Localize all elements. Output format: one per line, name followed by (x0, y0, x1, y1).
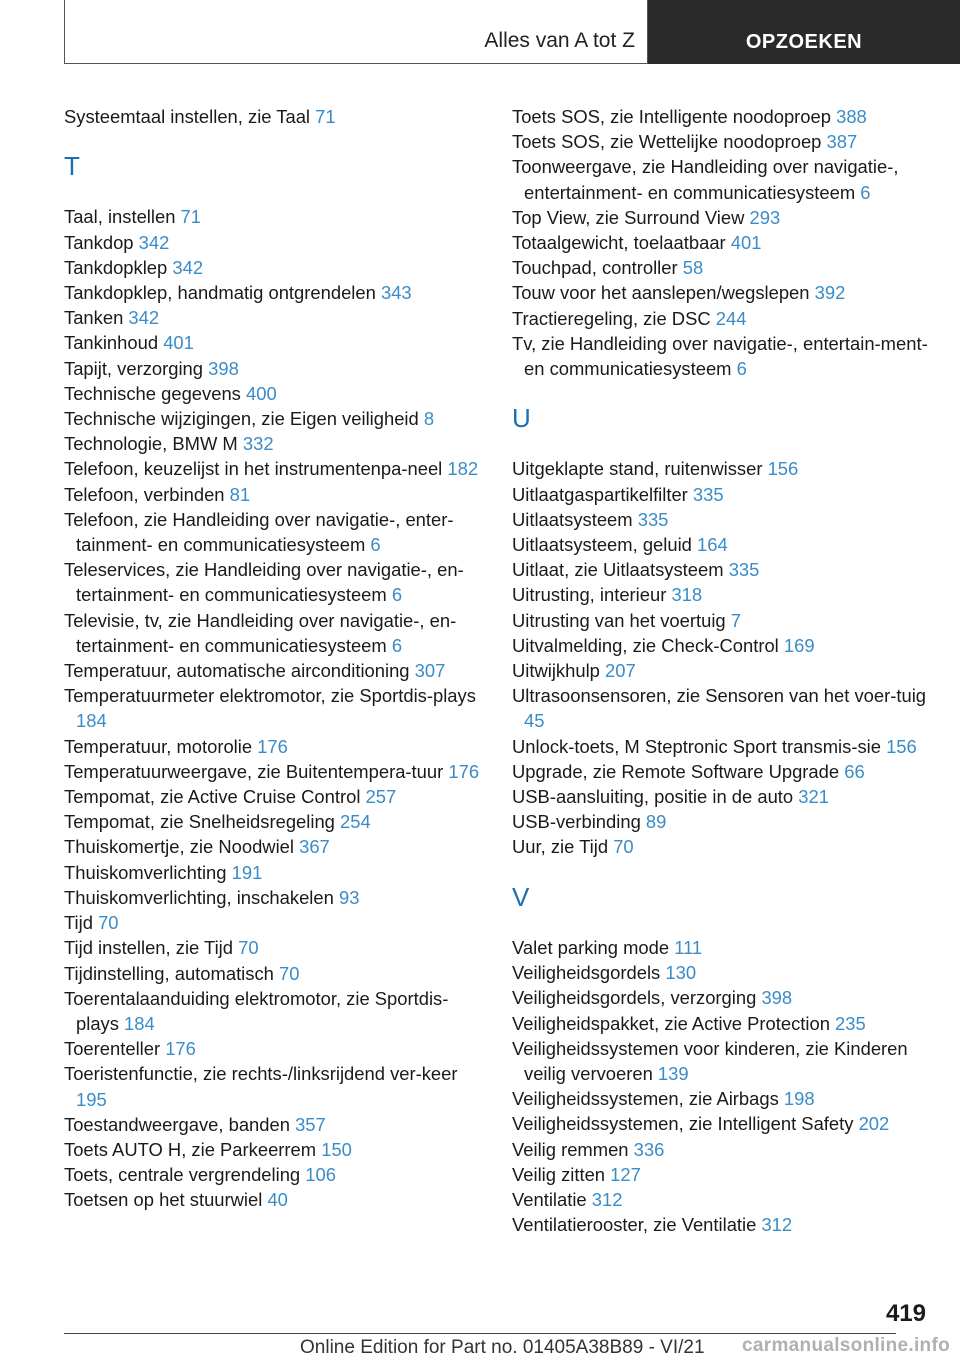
index-entry (512, 280, 932, 305)
page-link[interactable]: 312 (761, 1214, 793, 1236)
index-entry-text: Tijd (64, 912, 99, 934)
index-entry (64, 255, 484, 280)
index-entry-text: Technische gegevens (64, 382, 246, 404)
page-link[interactable]: 332 (242, 433, 274, 455)
page-link[interactable]: 139 (657, 1062, 689, 1084)
index-entry-text: Technische wijzigingen, zie Eigen veiligheid (64, 408, 424, 430)
index-entry-text: Veiligheidssystemen voor kinderen, zie Kinderen veilig vervoeren (512, 1037, 908, 1084)
page-link[interactable]: 191 (231, 861, 263, 883)
index-entry (64, 1162, 484, 1187)
index-entry (512, 1111, 932, 1136)
index-entry (64, 759, 484, 784)
index-entry-text: Temperatuur, automatische airconditioning (64, 660, 415, 682)
index-entry (64, 658, 484, 683)
index-entry (512, 507, 932, 532)
page-link[interactable]: 111 (674, 936, 703, 958)
page-link[interactable]: 8 (423, 408, 435, 430)
page-link[interactable]: 244 (715, 307, 747, 329)
index-entry-text: Ultrasoonsensoren, zie Sensoren van het voer-tuig (512, 685, 927, 707)
page-link[interactable]: 342 (172, 256, 204, 278)
page-link[interactable]: 130 (665, 962, 697, 984)
page-link[interactable]: 6 (736, 358, 747, 380)
index-entry-text: Uitvalmelding, zie Check-Control (512, 634, 784, 656)
index-entry (64, 356, 484, 381)
index-entry-text: Teleservices, zie Handleiding over navigatie-, en-tertainment- en communicatiesysteem (64, 559, 464, 606)
page-link[interactable]: 150 (321, 1138, 352, 1160)
page-link[interactable]: 156 (767, 458, 799, 480)
index-entry-text: Ventilatierooster, zie Ventilatie (512, 1214, 762, 1236)
index-entry-text: Uitlaatsysteem (512, 508, 638, 530)
page-link[interactable]: 182 (447, 458, 479, 480)
index-entry-text: Uitwijkhulp (512, 660, 606, 682)
page-link[interactable]: 169 (783, 634, 815, 656)
page-link[interactable]: 367 (299, 836, 330, 858)
index-entry-text: Uur, zie Tijd (512, 836, 614, 858)
index-entry (512, 658, 932, 683)
page-link[interactable]: 70 (613, 836, 634, 858)
index-entry-text: Tankdopklep (64, 256, 173, 278)
page-link[interactable]: 335 (637, 508, 669, 530)
index-entry (64, 608, 484, 658)
index-entry-text: Totaalgewicht, toelaatbaar (512, 232, 731, 254)
index-entry (64, 1137, 484, 1162)
index-entry-text: Tempomat, zie Active Cruise Control (64, 786, 366, 808)
index-entry (64, 860, 484, 885)
index-entry-text: Touw voor het aanslepen/wegslepen (512, 282, 815, 304)
page-link[interactable]: 307 (414, 660, 446, 682)
watermark-logo: carmanualsonline.info (742, 1335, 950, 1356)
page-link[interactable]: 336 (633, 1138, 665, 1160)
page-link[interactable]: 6 (370, 534, 381, 556)
index-entry-text: Valet parking mode (512, 936, 675, 958)
page-link[interactable]: 89 (645, 811, 667, 833)
page-link[interactable]: 235 (835, 1012, 866, 1034)
index-entry (64, 280, 484, 305)
index-entry (512, 1162, 932, 1187)
index-entry (512, 834, 932, 859)
index-entry-text: Veiligheidsgordels, verzorging (512, 987, 762, 1009)
page-link[interactable]: 70 (238, 937, 259, 959)
index-entry-text: Toestandweergave, banden (64, 1113, 296, 1135)
index-entry-text: Temperatuur, motorolie (64, 735, 258, 757)
page-link[interactable]: 400 (245, 382, 277, 404)
index-entry-text: Tractieregeling, zie DSC (512, 307, 716, 329)
index-entry-text: Toeristenfunctie, zie rechts-/linksrijdend ver-keer (64, 1063, 458, 1085)
page-link[interactable]: 176 (165, 1038, 196, 1060)
opzoeken-tab[interactable]: OPZOEKEN (648, 0, 960, 64)
index-entry-text: Veiligheidssystemen, zie Airbags (512, 1088, 784, 1110)
index-entry (512, 331, 932, 381)
page-link[interactable]: 401 (730, 232, 762, 254)
index-entry (512, 759, 932, 784)
index-entry-text: Veilig zitten (512, 1163, 611, 1185)
index-entry-text: Telefoon, keuzelijst in het instrumentenpa-neel (64, 458, 448, 480)
index-entry (64, 834, 484, 859)
index-entry (512, 608, 932, 633)
index-entry (64, 507, 484, 557)
page-link[interactable]: 198 (783, 1088, 815, 1110)
page-link[interactable]: 207 (605, 660, 636, 682)
index-entry-text: Tv, zie Handleiding over navigatie-, entertain-ment- en communicatiesysteem (512, 332, 928, 380)
index-entry-text: Televisie, tv, zie Handleiding over navigatie-, en-tertainment- en communicatiesysteem (64, 609, 457, 656)
index-entry-text: Tankdop (64, 231, 139, 253)
page-link[interactable]: 106 (305, 1164, 336, 1186)
index-entry-text: USB-aansluiting, positie in de auto (512, 786, 799, 808)
index-column-left (64, 104, 484, 1213)
page-link[interactable]: 81 (229, 483, 251, 505)
index-entry (512, 809, 932, 834)
index-entry-text: Uitlaatgaspartikelfilter (512, 483, 693, 505)
index-entry (64, 1112, 484, 1137)
index-entry (64, 961, 484, 986)
page-link[interactable]: 156 (886, 735, 917, 757)
index-entry (512, 1212, 932, 1237)
page-link[interactable]: 398 (208, 357, 239, 379)
index-entry-text: Uitlaatsysteem, geluid (512, 534, 698, 556)
index-entry-text: Toonweergave, zie Handleiding over navigatie-, entertainment- en communicatiesysteem (512, 156, 899, 203)
index-entry-text: Uitrusting van het voertuig (512, 609, 731, 631)
index-entry-text: Toerentalaanduiding elektromotor, zie Sportdis-plays (64, 987, 449, 1034)
page-number: 419 (885, 1300, 926, 1327)
index-entry-text: Toets SOS, zie Wettelijke noodoproep (512, 131, 827, 153)
index-entry (64, 683, 484, 733)
index-entry-text: Uitlaat, zie Uitlaatsysteem (512, 559, 729, 581)
index-entry (512, 935, 932, 960)
index-entry-text: Veiligheidspakket, zie Active Protection (512, 1012, 836, 1034)
index-entry-text: Tijd instellen, zie Tijd (64, 937, 239, 959)
index-entry-text: Systeemtaal instellen, zie Taal (64, 106, 316, 127)
index-entry (64, 910, 484, 935)
index-entry (512, 582, 932, 607)
page-link[interactable]: 7 (730, 609, 741, 631)
index-entry (64, 406, 484, 431)
index-entry (64, 230, 484, 255)
index-entry (64, 1061, 484, 1111)
index-entry-text: Veilig remmen (512, 1138, 634, 1160)
index-entry (64, 204, 484, 229)
index-letter-heading: U (512, 403, 531, 434)
index-entry (512, 784, 932, 809)
index-entry (512, 557, 932, 582)
index-entry (512, 154, 932, 204)
index-entry (512, 960, 932, 985)
page-link[interactable]: 45 (524, 710, 545, 732)
index-entry (64, 381, 484, 406)
index-entry (512, 205, 932, 230)
page-link[interactable]: 71 (180, 206, 202, 228)
page-link[interactable]: 293 (749, 206, 781, 228)
index-entry-text: Uitrusting, interieur (512, 584, 672, 606)
index-entry-text: Tapijt, verzorging (64, 357, 209, 379)
page-link[interactable]: 342 (138, 231, 170, 253)
index-entry (512, 734, 932, 759)
page-header (64, 0, 960, 66)
index-entry-text: Tankinhoud (64, 332, 164, 354)
index-entry (64, 330, 484, 355)
index-letter-heading: T (64, 151, 80, 182)
edition-text: Online Edition for Part no. 01405A38B89 - VI/21 (300, 1337, 705, 1358)
index-entry-text: Toets, centrale vergrendeling (64, 1164, 306, 1186)
index-entry-text: Technologie, BMW M (64, 433, 243, 455)
index-entry-text: Toetsen op het stuurwiel (64, 1189, 268, 1211)
page-link[interactable]: 388 (836, 106, 867, 127)
page-link[interactable]: 343 (380, 282, 412, 304)
page-link[interactable]: 398 (761, 987, 793, 1009)
index-entry (512, 1036, 932, 1086)
page-link[interactable]: 93 (338, 886, 360, 908)
index-entry (512, 230, 932, 255)
index-entry (64, 986, 484, 1036)
index-entry (64, 885, 484, 910)
page-link[interactable]: 195 (76, 1088, 107, 1110)
index-entry (64, 784, 484, 809)
page-link[interactable]: 335 (728, 559, 760, 581)
index-entry (512, 129, 932, 154)
index-entry (64, 431, 484, 456)
page-link[interactable]: 401 (163, 332, 194, 354)
index-entry (512, 633, 932, 658)
index-entry (512, 1011, 932, 1036)
index-entry-text: Uitgeklapte stand, ruitenwisser (512, 458, 768, 480)
index-entry-text: Thuiskomverlichting, inschakelen (64, 886, 339, 908)
page-link[interactable]: 342 (128, 307, 160, 329)
index-entry (64, 809, 484, 834)
page-link[interactable]: 312 (591, 1188, 623, 1210)
page-link[interactable]: 257 (365, 786, 397, 808)
index-entry-text: Toets SOS, zie Intelligente noodoproep (512, 106, 837, 127)
index-entry-text: Unlock-toets, M Steptronic Sport transmis-sie (512, 735, 887, 757)
page-link[interactable]: 176 (448, 760, 480, 782)
page-link[interactable]: 387 (826, 131, 858, 153)
index-entry-text: Upgrade, zie Remote Software Upgrade (512, 760, 845, 782)
index-entry (64, 1036, 484, 1061)
index-column-right (512, 104, 932, 1237)
page-link[interactable]: 66 (844, 760, 865, 782)
page-link[interactable]: 392 (814, 282, 846, 304)
index-entry (64, 734, 484, 759)
index-entry (512, 532, 932, 557)
index-entry-text: USB-verbinding (512, 811, 646, 833)
page-link[interactable]: 71 (315, 106, 336, 127)
index-entry (64, 482, 484, 507)
page-link[interactable]: 58 (682, 257, 704, 279)
page-link[interactable]: 6 (391, 584, 403, 606)
page-link[interactable]: 70 (279, 962, 300, 984)
index-entry-text: Thuiskomertje, zie Noodwiel (64, 836, 300, 858)
page-link[interactable]: 318 (671, 584, 703, 606)
page-link[interactable]: 184 (76, 710, 107, 732)
page-link[interactable]: 164 (697, 534, 728, 556)
index-entry (512, 1086, 932, 1111)
index-entry-text: Taal, instellen (64, 206, 181, 228)
page-link[interactable]: 6 (860, 181, 871, 203)
index-entry-text: Touchpad, controller (512, 257, 683, 279)
index-entry-text: Toerenteller (64, 1038, 166, 1060)
index-entry-text: Telefoon, verbinden (64, 483, 230, 505)
index-entry-text: Tijdinstelling, automatisch (64, 962, 279, 984)
index-entry (512, 985, 932, 1010)
page-link[interactable]: 6 (391, 634, 403, 656)
index-letter-heading: V (512, 881, 530, 912)
page-link[interactable]: 254 (340, 811, 371, 833)
index-entry (512, 1137, 932, 1162)
index-entry-text: Telefoon, zie Handleiding over navigatie-, enter-tainment- en communicatiesysteem (64, 508, 454, 556)
index-entry (512, 683, 932, 733)
section-label: Alles van A tot Z (64, 0, 648, 64)
index-entry (512, 456, 932, 481)
index-entry-text: Ventilatie (512, 1188, 592, 1210)
page-link[interactable]: 357 (295, 1113, 326, 1135)
index-entry (64, 1187, 484, 1212)
page-link[interactable]: 127 (610, 1163, 641, 1185)
index-entry-text: Tempomat, zie Snelheidsregeling (64, 811, 341, 833)
page-link[interactable]: 184 (124, 1012, 155, 1034)
index-entry (64, 104, 484, 129)
page-link[interactable]: 40 (267, 1189, 288, 1211)
index-entry-text: Tankdopklep, handmatig ontgrendelen (64, 282, 381, 304)
index-entry-text: Temperatuurweergave, zie Buitentempera-tuur (64, 760, 449, 782)
index-entry-text: Tanken (64, 307, 129, 329)
index-entry (512, 255, 932, 280)
index-entry (64, 935, 484, 960)
index-entry-text: Temperatuurmeter elektromotor, zie Sportdis-plays (64, 685, 476, 707)
page-link[interactable]: 70 (98, 912, 119, 934)
index-entry (512, 1187, 932, 1212)
index-entry-text: Veiligheidssystemen, zie Intelligent Safety (512, 1113, 859, 1135)
footer-divider (64, 1333, 896, 1334)
index-entry-text: Veiligheidsgordels (512, 962, 666, 984)
index-entry (64, 557, 484, 607)
index-entry (64, 305, 484, 330)
page-link[interactable]: 321 (798, 786, 829, 808)
index-entry (64, 456, 484, 481)
index-entry-text: Top View, zie Surround View (512, 206, 750, 228)
index-entry (512, 306, 932, 331)
page-link[interactable]: 335 (692, 483, 724, 505)
index-entry (512, 104, 932, 129)
index-entry-text: Thuiskomverlichting (64, 861, 232, 883)
page-link[interactable]: 176 (257, 735, 288, 757)
page-link[interactable]: 202 (858, 1113, 890, 1135)
index-entry (512, 482, 932, 507)
index-entry-text: Toets AUTO H, zie Parkeerrem (64, 1138, 322, 1160)
